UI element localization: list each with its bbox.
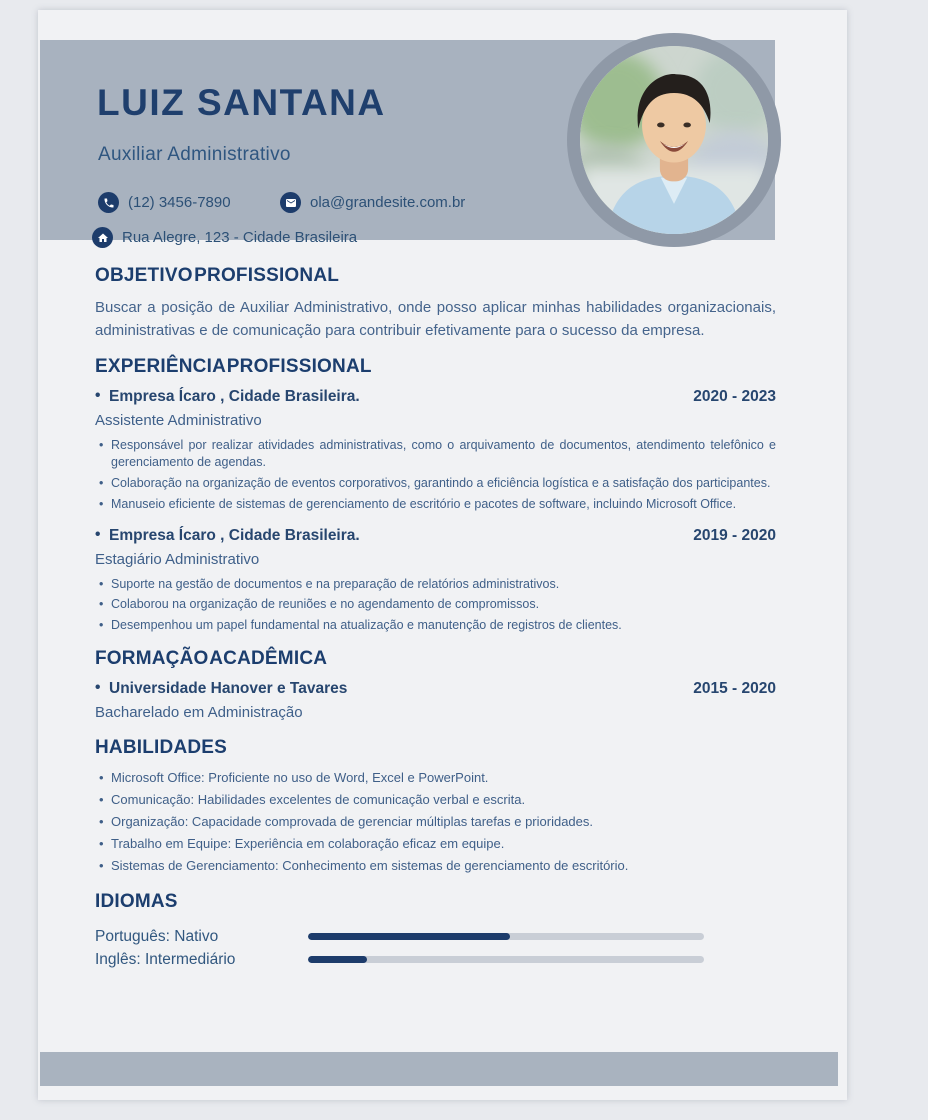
experience-role: Estagiário Administrativo <box>95 550 260 568</box>
section-heading-experience: EXPERIÊNCIA PROFISSIONAL <box>95 356 372 377</box>
contact-email <box>280 192 465 213</box>
experience-bullet: • Colaboração na organização de eventos corporativos, garantindo a eficiência logística e a satisfação dos participantes. <box>95 475 776 492</box>
skill-item: • Trabalho em Equipe: Experiência em colaboração eficaz em equipe. <box>95 835 776 853</box>
education-school: • Universidade Hanover e Tavares <box>95 680 347 698</box>
experience-period: 2020 - 2023 <box>693 388 776 405</box>
contact-email-text: ola@grandesite.com.br <box>310 194 466 211</box>
education-entry <box>95 680 776 721</box>
skill-item: • Organização: Capacidade comprovada de gerenciar múltiplas tarefas e prioridades. <box>95 813 776 831</box>
person-name: LUIZ SANTANA <box>97 82 386 123</box>
person-job-title: Auxiliar Administrativo <box>98 144 291 165</box>
experience-bullet: • Suporte na gestão de documentos e na preparação de relatórios administrativos. <box>95 576 776 593</box>
experience-company: • Empresa Ícaro , Cidade Brasileira. <box>95 527 360 545</box>
profile-photo-ring <box>567 33 781 247</box>
contact-phone-text: (12) 3456-7890 <box>128 194 231 211</box>
experience-company: • Empresa Ícaro , Cidade Brasileira. <box>95 388 360 406</box>
objective-text: Buscar a posição de Auxiliar Administrativo, onde posso aplicar minhas habilidades organizacionais, administrativas e de comunicação para contribuir efetivamente para o sucesso da empresa. <box>95 299 776 339</box>
experience-bullet: • Responsável por realizar atividades administrativas, como o arquivamento de documentos, atendimento telefônico e gerenciamento de agendas. <box>95 437 776 471</box>
contact-phone <box>98 192 231 213</box>
experience-entry <box>95 527 776 635</box>
education-period: 2015 - 2020 <box>693 680 776 698</box>
email-icon <box>280 192 301 213</box>
section-heading-languages: IDIOMAS <box>95 890 178 912</box>
education-degree: Bacharelado em Administração <box>95 704 303 722</box>
experience-bullet: • Colaborou na organização de reuniões e no agendamento de compromissos. <box>95 596 776 613</box>
section-heading-objective: OBJETIVO PROFISSIONAL <box>95 265 340 286</box>
contact-address <box>92 227 357 248</box>
resume-page <box>38 10 847 1100</box>
language-label: Português: Nativo <box>95 927 219 945</box>
footer-band <box>40 1052 838 1086</box>
language-label: Inglês: Intermediário <box>95 950 236 968</box>
skills-list <box>95 769 776 875</box>
experience-role: Assistente Administrativo <box>95 412 262 429</box>
contact-address-text: Rua Alegre, 123 - Cidade Brasileira <box>122 229 358 246</box>
experience-entry <box>95 388 776 513</box>
experience-bullet: • Manuseio eficiente de sistemas de gerenciamento de escritório e pacotes de software, incluindo Microsoft Office. <box>95 496 776 513</box>
language-level-bar <box>308 956 704 963</box>
language-row <box>95 927 776 947</box>
phone-icon <box>98 192 119 213</box>
language-level-fill <box>308 933 510 940</box>
language-row <box>95 950 776 970</box>
section-heading-skills: HABILIDADES <box>95 737 228 759</box>
language-level-bar <box>308 933 704 940</box>
section-heading-education: FORMAÇÃO ACADÊMICA <box>95 648 328 670</box>
skill-item: • Sistemas de Gerenciamento: Conhecimento em sistemas de gerenciamento de escritório. <box>95 857 776 875</box>
skill-item: • Microsoft Office: Proficiente no uso de Word, Excel e PowerPoint. <box>95 769 776 787</box>
experience-period: 2019 - 2020 <box>693 526 776 544</box>
language-level-fill <box>308 956 367 963</box>
experience-bullet-list <box>95 576 776 635</box>
skill-item: • Comunicação: Habilidades excelentes de comunicação verbal e escrita. <box>95 791 776 809</box>
experience-bullet: • Desempenhou um papel fundamental na atualização e manutenção de registros de clientes. <box>95 617 776 634</box>
resume-body <box>95 265 776 973</box>
profile-photo <box>580 46 768 234</box>
header-band <box>40 40 775 246</box>
experience-bullet-list <box>95 437 776 513</box>
home-icon <box>92 227 113 248</box>
